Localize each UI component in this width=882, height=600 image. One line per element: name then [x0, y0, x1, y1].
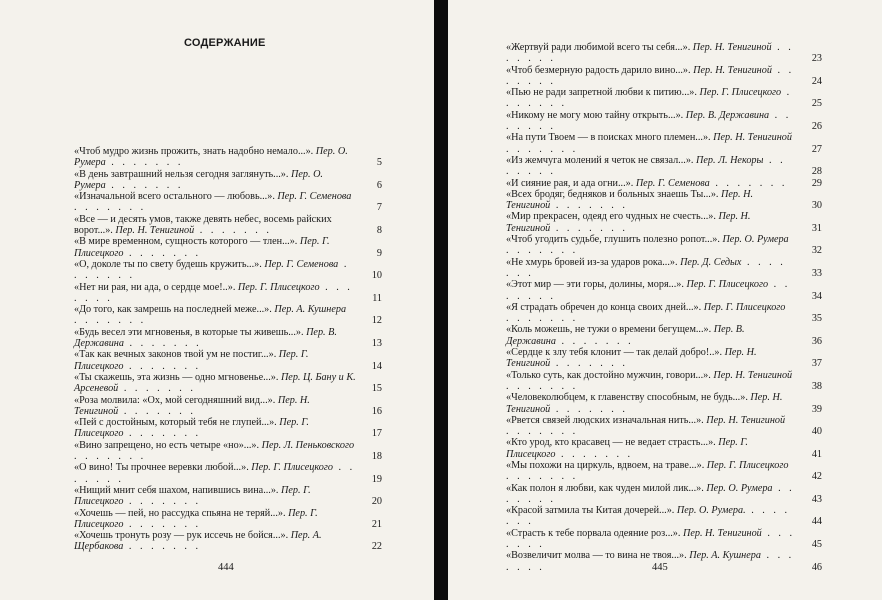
toc-page-number: 32 — [811, 245, 822, 257]
translator-credit: Пер. Г. Плисецкого — [506, 437, 748, 460]
translator-credit: Пер. О. Румера — [74, 146, 348, 169]
dot-leader: . . . . . . . — [506, 279, 791, 302]
poem-first-line: «Никому не могу мою тайну открыть...». — [506, 109, 684, 121]
toc-page-number: 44 — [811, 516, 822, 528]
toc-entry-text — [506, 65, 796, 88]
translator-credit: Пер. Г. Плисецкого — [686, 279, 769, 291]
poem-first-line: «Всех бродяг, бедняков и больных знаешь Ты...». — [506, 188, 719, 200]
poem-first-line: «Жертвуй ради любимой всего ты себя...». — [506, 42, 691, 53]
translator-credit: Пер. Г. Плисецкого — [74, 417, 309, 440]
toc-entry-text — [506, 257, 796, 280]
translator-credit: Пер. Н. Тенигиной — [506, 392, 783, 415]
toc-page-number: 31 — [811, 222, 822, 234]
dot-leader: . . . . . . . — [74, 202, 147, 214]
toc-entry-text — [74, 191, 356, 214]
dot-leader: . . . . . . . — [74, 462, 356, 485]
poem-first-line: «Так как вечных законов твой ум не постиг...». — [74, 349, 277, 361]
toc-entry — [74, 169, 382, 192]
toc-page-number: 30 — [811, 200, 822, 212]
dot-leader: . . . . . . . — [506, 87, 793, 110]
translator-credit: Пер. А. Кушнера — [274, 304, 347, 316]
toc-entry — [74, 327, 382, 350]
toc-page-number: 19 — [371, 473, 382, 485]
toc-entry — [506, 42, 822, 65]
toc-entry — [506, 87, 822, 110]
toc-entry-text — [506, 110, 796, 133]
toc-entry — [74, 282, 382, 305]
toc-entry — [74, 304, 382, 327]
poem-first-line: «Все — и десять умов, также девять небес, восемь райских ворот...». — [74, 213, 332, 237]
toc-entry-text — [74, 349, 356, 372]
dot-leader: . . . . . . . — [194, 225, 272, 237]
toc-page-number: 9 — [376, 247, 382, 259]
toc-page-number: 41 — [811, 448, 822, 460]
toc-entry — [74, 440, 382, 463]
translator-credit: Пер. Г. Семенова — [277, 191, 352, 203]
toc-entry — [506, 65, 822, 88]
poem-first-line: «В мире временном, сущность которого — тлен...». — [74, 236, 298, 248]
toc-page-number: 43 — [811, 493, 822, 505]
translator-credit: Пер. О. Румера — [722, 234, 789, 246]
poem-first-line: «Кто урод, кто красавец — не ведает страсть...». — [506, 437, 716, 449]
translator-credit: Пер. Н. Тенигиной — [506, 188, 754, 212]
dot-leader: . . . . . . . — [506, 313, 579, 325]
toc-entry — [74, 372, 382, 395]
poem-first-line: «Чтоб мудро жизнь прожить, знать надобно немало...». — [74, 146, 314, 157]
dot-leader: . . . . . . . — [105, 179, 184, 191]
toc-entry-text — [74, 282, 356, 305]
toc-entry — [74, 462, 382, 485]
toc-entry — [506, 528, 822, 551]
dot-leader: . . . . . . . — [550, 358, 628, 370]
toc-page-number: 16 — [371, 405, 382, 417]
poem-first-line: «Этот мир — эти горы, долины, моря...». — [506, 279, 684, 291]
poem-first-line: «Не хмурь бровей из-за ударов рока...». — [506, 256, 678, 268]
dot-leader: . . . . . . . — [123, 518, 202, 530]
dot-leader: . . . . . . . — [506, 471, 579, 483]
book-gutter — [434, 0, 448, 600]
poem-first-line: «Чтоб угодить судьбе, глушить полезно ропот...». — [506, 234, 720, 246]
toc-entry — [506, 279, 822, 302]
toc-entry — [506, 415, 822, 438]
toc-entry — [506, 370, 822, 393]
toc-entry — [506, 110, 822, 133]
translator-credit: Пер. Н. Тенигиной — [506, 211, 751, 234]
poem-first-line: «Рвется связей людских изначальная нить...». — [506, 414, 704, 426]
toc-entry — [506, 347, 822, 370]
dot-leader: . . . . . . . — [506, 245, 579, 257]
translator-credit: Пер. Н. Тенигиной — [74, 394, 310, 417]
toc-page-number: 18 — [371, 451, 382, 463]
translator-credit: Пер. Г. Плисецкого — [74, 484, 311, 508]
toc-entry — [74, 349, 382, 372]
toc-entry-text — [74, 372, 356, 395]
translator-credit: Пер. Н. Тенигиной — [115, 225, 195, 237]
toc-page-number: 40 — [811, 426, 822, 438]
toc-entry — [74, 395, 382, 418]
toc-entry — [506, 132, 822, 155]
poem-first-line: «Изначальной всего остального — любовь...». — [74, 191, 275, 203]
poem-first-line: «Мы похожи на циркуль, вдвоем, на траве...». — [506, 459, 705, 471]
dot-leader: . . . . . . . — [123, 496, 202, 508]
dot-leader: . . . . . . . — [550, 200, 628, 212]
translator-credit: Пер. Г. Семенова — [635, 177, 710, 189]
translator-credit: Пер. Г. Плисецкого — [703, 301, 786, 313]
toc-entry — [506, 189, 822, 212]
toc-page-number: 27 — [811, 143, 822, 155]
toc-page-number: 12 — [371, 315, 382, 327]
dot-leader: . . . . . . . — [123, 428, 202, 440]
toc-entry-text — [74, 417, 356, 440]
translator-credit: Пер. Г. Семенова — [264, 258, 339, 270]
poem-first-line: «Нет ни рая, ни ада, о сердце мое!..». — [74, 281, 236, 293]
toc-entry-text — [74, 146, 356, 169]
dot-leader: . . . . . . . — [506, 109, 792, 133]
toc-entry-text — [74, 327, 356, 350]
poem-first-line: «Будь весел эти мгновенья, в которые ты живешь...». — [74, 326, 304, 338]
dot-leader: . . . . . . . — [555, 335, 634, 347]
translator-credit: Пер. Н. Тенигиной — [693, 64, 772, 76]
dot-leader: . . . . . . . — [506, 256, 786, 279]
toc-entry — [506, 302, 822, 325]
toc-entry-text — [74, 440, 356, 463]
poem-first-line: «Пью не ради запретной любви к питию...». — [506, 87, 697, 99]
poem-first-line: «Ты скажешь, эта жизнь — одно мгновенье...». — [74, 371, 279, 383]
poem-first-line: «Возвеличит молва — то вина не твоя...». — [506, 550, 687, 562]
toc-entry-text — [506, 505, 796, 528]
toc-page-number: 7 — [376, 202, 382, 214]
toc-entry — [74, 236, 382, 259]
translator-credit: Пер. Г. Плисецкого — [699, 87, 782, 99]
toc-page-number: 34 — [811, 290, 822, 302]
toc-page-number: 8 — [376, 225, 382, 237]
toc-entry — [74, 530, 382, 553]
translator-credit: Пер. Н. Тенигиной — [506, 347, 757, 370]
poem-first-line: «Страсть к тебе порвала одеяние роз...». — [506, 527, 681, 539]
toc-page-number: 5 — [376, 157, 382, 169]
dot-leader: . . . . . . . — [123, 338, 202, 350]
toc-entry-text — [74, 259, 356, 282]
poem-first-line: «Я страдать обречен до конца своих дней...». — [506, 301, 702, 313]
poem-first-line: «Человеколюбцем, к главенству способным, не будь...». — [506, 392, 748, 404]
dot-leader: . . . . . . . — [123, 541, 202, 553]
dot-leader: . . . . . . . — [74, 315, 147, 327]
translator-credit: Пер. Л. Некоры — [696, 154, 764, 166]
toc-page-number: 29 — [811, 177, 822, 189]
toc-entry — [506, 483, 822, 506]
contents-heading: СОДЕРЖАНИЕ — [184, 37, 266, 49]
dot-leader: . . . . . . . — [506, 426, 579, 438]
toc-page-number: 35 — [811, 313, 822, 325]
page-number-left: 444 — [218, 562, 234, 573]
dot-leader: . . . . . . . — [550, 403, 628, 415]
toc-entry-text — [506, 132, 796, 155]
toc-entry-text — [74, 462, 356, 485]
toc-entry-text — [506, 155, 796, 178]
toc-page-number: 26 — [811, 121, 822, 133]
translator-credit: Пер. Н. Тенигиной — [706, 414, 786, 426]
dot-leader: . . . . . . . — [123, 360, 202, 372]
toc-entry — [74, 508, 382, 531]
dot-leader: . . . . . . . — [506, 505, 791, 528]
toc-entry-text — [506, 302, 796, 325]
toc-entry-text — [74, 214, 356, 237]
toc-entry-text — [506, 437, 796, 460]
translator-credit: Пер. Н. Тенигиной — [682, 527, 762, 539]
dot-leader: . . . . . . . — [118, 405, 196, 417]
dot-leader: . . . . . . . — [74, 281, 353, 304]
translator-credit: Пер. Г. Плисецкого — [74, 507, 318, 530]
toc-entry-text — [74, 304, 356, 327]
toc-page-number: 39 — [811, 403, 822, 415]
poem-first-line: «Красой затмила ты Китая дочерей...». — [506, 505, 675, 517]
dot-leader: . . . . . . . — [506, 143, 579, 155]
toc-entry-text — [74, 530, 356, 553]
poem-first-line: «О, доколе ты по свету будешь кружить...». — [74, 258, 262, 270]
toc-entry-text — [506, 324, 796, 347]
toc-page-number: 14 — [371, 360, 382, 372]
toc-entry — [506, 234, 822, 257]
toc-entry — [74, 485, 382, 508]
dot-leader: . . . . . . . — [555, 448, 634, 460]
poem-first-line: «До того, как замрешь на последней меже...». — [74, 304, 272, 316]
toc-entry-text — [506, 178, 796, 189]
poem-first-line: «Хочешь — пей, но рассудка спьяна не теряй...». — [74, 507, 286, 519]
dot-leader: . . . . . . . — [123, 247, 202, 259]
toc-page-number: 46 — [811, 561, 822, 573]
poem-first-line: «Из жемчуга молений я четок не связал...». — [506, 154, 694, 166]
poem-first-line: «Чтоб безмерную радость дарило вино...». — [506, 64, 691, 76]
dot-leader: . . . . . . . — [105, 157, 184, 169]
dot-leader: . . . . . . . — [506, 42, 794, 65]
right-contents-list — [506, 42, 822, 573]
toc-entry — [506, 505, 822, 528]
toc-entry — [506, 324, 822, 347]
dot-leader: . . . . . . . — [506, 64, 795, 87]
left-contents-list — [74, 146, 382, 553]
toc-entry-text — [74, 508, 356, 531]
dot-leader: . . . . . . . — [709, 177, 788, 189]
poem-first-line: «Пей с достойным, который тебя не глупей...». — [74, 417, 277, 429]
translator-credit: Пер. Д. Седых — [680, 256, 742, 268]
toc-page-number: 10 — [371, 270, 382, 282]
dot-leader: . . . . . . . — [118, 383, 196, 395]
translator-credit: Пер. Г. Плисецкого — [251, 462, 333, 474]
dot-leader: . . . . . . . — [74, 258, 350, 282]
toc-page-number: 38 — [811, 380, 822, 392]
poem-first-line: «О вино! Ты прочнее веревки любой...». — [74, 462, 249, 474]
toc-entry-text — [74, 169, 356, 192]
toc-entry — [74, 214, 382, 237]
translator-credit: Пер. О. Румера — [706, 482, 773, 494]
toc-page-number: 11 — [372, 292, 382, 304]
toc-entry-text — [506, 460, 796, 483]
toc-entry — [74, 191, 382, 214]
left-page — [0, 0, 434, 600]
translator-credit: Пер. Н. Тенигиной — [713, 369, 793, 381]
poem-first-line: «Мир прекрасен, одеяд его чудных не счесть...». — [506, 211, 716, 223]
poem-first-line: «Как полон я любви, как чуден милой лик...». — [506, 482, 704, 494]
translator-credit: Пер. Г. Плисецкого — [706, 459, 789, 471]
translator-credit: Пер. Н. Тенигиной — [692, 42, 772, 53]
toc-page-number: 21 — [371, 518, 382, 530]
translator-credit: Пер. О. Румера — [74, 168, 323, 191]
page-number-right: 445 — [652, 562, 668, 573]
toc-entry-text — [506, 483, 796, 506]
toc-entry — [506, 257, 822, 280]
translator-credit: Пер. В. Державина — [506, 324, 745, 347]
toc-page-number: 13 — [371, 338, 382, 350]
toc-page-number: 28 — [811, 166, 822, 178]
toc-entry — [506, 155, 822, 178]
toc-page-number: 25 — [811, 98, 822, 110]
poem-first-line: «На пути Твоем — в поисках много племен...». — [506, 132, 711, 144]
translator-credit: Пер. Л. Пеньковского — [261, 439, 355, 451]
poem-first-line: «В день завтрашний нельзя сегодня заглянуть...». — [74, 168, 289, 180]
toc-page-number: 45 — [811, 539, 822, 551]
toc-entry — [74, 259, 382, 282]
toc-page-number: 37 — [811, 358, 822, 370]
toc-entry — [506, 178, 822, 189]
dot-leader: . . . . . . . — [506, 482, 795, 505]
toc-page-number: 17 — [371, 428, 382, 440]
poem-first-line: «Только суть, как достойно мужчин, говори...». — [506, 369, 711, 381]
poem-first-line: «Коль можешь, не тужи о времени бегущем...». — [506, 324, 712, 336]
poem-first-line: «Вино запрещено, но есть четыре «но»...». — [74, 439, 260, 451]
dot-leader: . . . . . . . — [550, 222, 628, 234]
dot-leader: . . . . . . . — [74, 451, 147, 463]
translator-credit: Пер. В. Державина — [74, 326, 337, 350]
translator-credit: Пер. В. Державина — [685, 109, 770, 121]
toc-page-number: 42 — [811, 471, 822, 483]
toc-entry-text — [506, 211, 796, 234]
translator-credit: Пер. А. Кушнера — [689, 550, 761, 562]
toc-entry-text — [506, 415, 796, 438]
translator-credit: Пер. Г. Плисецкого — [74, 236, 330, 259]
dot-leader: . . . . . . . — [506, 154, 786, 178]
toc-entry-text — [506, 347, 796, 370]
toc-page-number: 23 — [811, 53, 822, 65]
toc-entry-text — [506, 392, 796, 415]
toc-entry — [506, 392, 822, 415]
toc-page-number: 22 — [371, 541, 382, 553]
toc-entry-text — [74, 395, 356, 418]
poem-first-line: «Роза молвила: «Ох, мой сегодняшний вид...». — [74, 394, 276, 406]
toc-entry-text — [74, 236, 356, 259]
toc-entry-text — [506, 528, 796, 551]
dot-leader: . . . . . . . — [506, 527, 796, 551]
toc-page-number: 20 — [371, 496, 382, 508]
poem-first-line: «И сияние рая, и ада огни...». — [506, 177, 634, 189]
toc-entry — [74, 146, 382, 169]
poem-first-line: «Хочешь тронуть розу — рук иссечь не бойся...». — [74, 530, 289, 542]
translator-credit: Пер. А. Щербакова — [74, 530, 322, 553]
right-page — [448, 0, 882, 600]
toc-page-number: 24 — [811, 75, 822, 87]
toc-entry-text — [506, 189, 796, 212]
translator-credit: Пер. Г. Плисецкого — [74, 349, 309, 372]
translator-credit: Пер. Г. Плисецкого — [237, 281, 320, 293]
toc-entry-text — [506, 87, 796, 110]
toc-entry-text — [506, 234, 796, 257]
toc-page-number: 33 — [811, 267, 822, 279]
toc-entry-text — [506, 370, 796, 393]
poem-first-line: «Сердце к злу тебя клонит — так делай добро!..». — [506, 347, 723, 359]
toc-page-number: 36 — [811, 335, 822, 347]
toc-page-number: 6 — [376, 179, 382, 191]
translator-credit: Пер. Н. Тенигиной — [713, 132, 792, 144]
toc-entry-text — [506, 279, 796, 302]
toc-entry-text — [506, 42, 796, 65]
toc-entry-text — [506, 550, 796, 573]
translator-credit: Пер. Ц. Бану и К. Арсеневой — [74, 371, 356, 395]
toc-entry — [74, 417, 382, 440]
toc-entry — [506, 460, 822, 483]
dot-leader: . . . . . . . — [506, 380, 579, 392]
toc-entry-text — [74, 485, 356, 508]
translator-credit: Пер. О. Румера. — [676, 505, 746, 517]
toc-page-number: 15 — [371, 383, 382, 395]
dot-leader: . . . . . . . — [506, 550, 795, 573]
poem-first-line: «Нищий мнит себя шахом, напившись вина...». — [74, 484, 279, 496]
toc-entry — [506, 211, 822, 234]
toc-entry — [506, 437, 822, 460]
